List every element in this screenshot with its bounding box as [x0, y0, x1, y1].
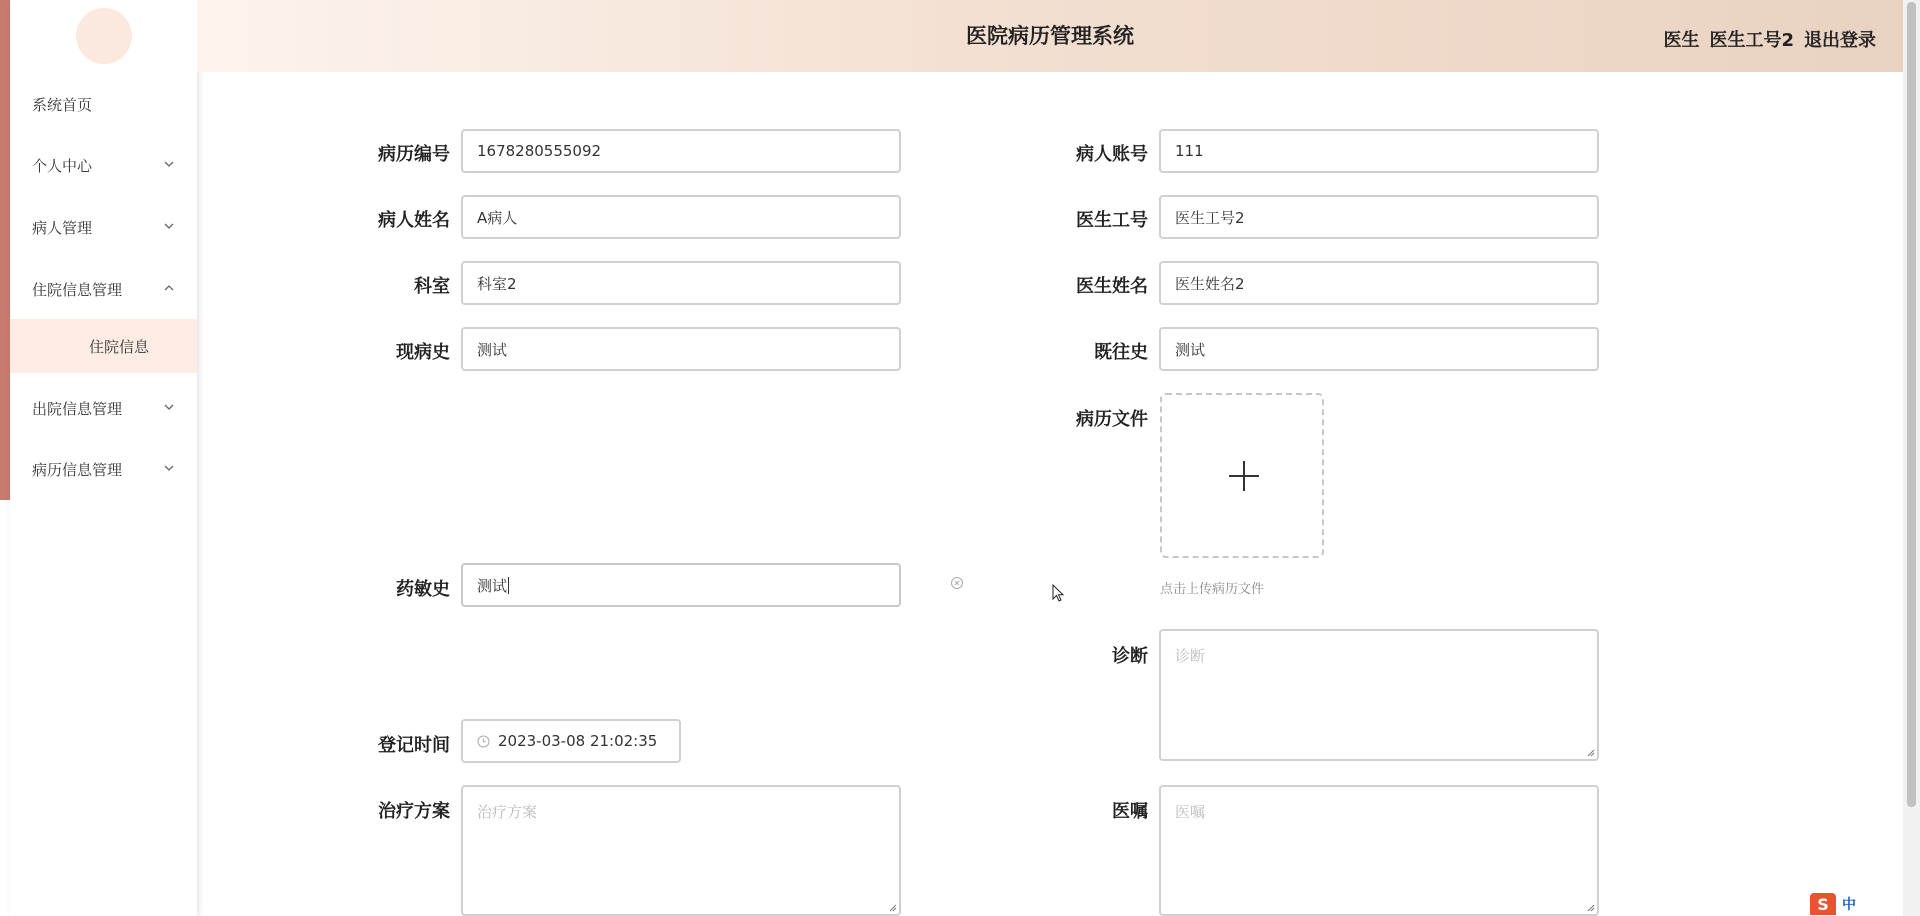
doctor-id-label: 医生工号 [1076, 210, 1148, 231]
user-role: 医生 [1663, 30, 1700, 51]
header [197, 0, 1903, 72]
sidebar-item-discharge-management[interactable] [10, 384, 197, 432]
doctor-id-input[interactable] [1159, 195, 1599, 239]
record-file-label: 病历文件 [1076, 409, 1148, 430]
patient-name-input[interactable] [461, 195, 901, 239]
sidebar-item-label: 个人中心 [32, 156, 93, 175]
past-history-label: 既往史 [1094, 342, 1148, 363]
sidebar-item-label: 病人管理 [32, 218, 93, 237]
scrollbar-thumb[interactable] [1907, 2, 1916, 807]
past-history-value: 测试 [1175, 340, 1206, 359]
text-caret [508, 577, 509, 594]
sidebar-subitem-label: 住院信息 [89, 337, 150, 356]
sidebar-subitem-inpatient-info[interactable] [10, 319, 197, 373]
chevron-down-icon [163, 462, 175, 474]
patient-account-value: 111 [1175, 142, 1204, 160]
allergy-label: 药敏史 [396, 579, 450, 600]
user-id: 医生工号2 [1709, 30, 1794, 51]
chevron-down-icon [163, 401, 175, 413]
doctor-advice-label: 医嘱 [1112, 801, 1148, 822]
logout-button[interactable]: 退出登录 [1804, 30, 1876, 51]
present-illness-label: 现病史 [396, 342, 450, 363]
treatment-plan-textarea[interactable] [461, 785, 901, 916]
register-time-label: 登记时间 [378, 735, 450, 756]
resize-handle-icon[interactable] [1585, 902, 1595, 912]
ime-indicator[interactable] [1810, 892, 1856, 916]
resize-handle-icon[interactable] [887, 902, 897, 912]
diagnosis-placeholder: 诊断 [1175, 647, 1206, 665]
register-time-value: 2023-03-08 21:02:35 [498, 732, 658, 750]
app-title: 医院病历管理系统 [966, 24, 1134, 48]
record-file-upload[interactable] [1160, 393, 1324, 558]
sidebar-item-label: 系统首页 [32, 95, 93, 114]
department-input[interactable] [461, 261, 901, 305]
clock-icon [477, 735, 490, 748]
chevron-down-icon [163, 220, 175, 232]
sidebar-accent-bar [0, 0, 10, 500]
clear-icon[interactable] [950, 576, 964, 590]
doctor-advice-textarea[interactable] [1159, 785, 1599, 916]
allergy-value: 测试 [477, 576, 508, 595]
avatar[interactable] [76, 8, 132, 64]
doctor-id-value: 医生工号2 [1175, 208, 1245, 227]
department-value: 科室2 [477, 274, 517, 293]
chevron-up-icon [163, 282, 175, 294]
ime-language: 中 [1842, 897, 1856, 913]
diagnosis-label: 诊断 [1112, 646, 1148, 667]
user-info [1663, 26, 1876, 52]
doctor-name-label: 医生姓名 [1076, 276, 1148, 297]
sidebar-item-label: 病历信息管理 [32, 460, 123, 479]
patient-account-input[interactable] [1159, 129, 1599, 173]
patient-name-label: 病人姓名 [378, 210, 450, 231]
sidebar-item-patient-management[interactable] [10, 203, 197, 251]
record-no-value: 1678280555092 [477, 142, 602, 160]
record-no-label: 病历编号 [378, 144, 450, 165]
patient-name-value: A病人 [477, 208, 518, 227]
sidebar-item-personal-center[interactable] [10, 141, 197, 189]
doctor-name-value: 医生姓名2 [1175, 274, 1245, 293]
past-history-input[interactable] [1159, 327, 1599, 371]
sidebar-item-record-management[interactable] [10, 445, 197, 493]
sidebar-item-label: 住院信息管理 [32, 280, 123, 299]
patient-account-label: 病人账号 [1076, 144, 1148, 165]
sogou-logo-icon: S [1810, 893, 1836, 915]
diagnosis-textarea[interactable] [1159, 629, 1599, 761]
doctor-advice-placeholder: 医嘱 [1175, 803, 1206, 821]
present-illness-value: 测试 [477, 340, 508, 359]
sidebar-item-home[interactable] [10, 80, 197, 128]
sidebar-item-label: 出院信息管理 [32, 399, 123, 418]
sidebar-item-inpatient-management[interactable] [10, 265, 197, 313]
sidebar [10, 0, 197, 916]
upload-tip: 点击上传病历文件 [1160, 582, 1265, 597]
mouse-cursor-icon [1052, 584, 1066, 604]
treatment-plan-label: 治疗方案 [378, 801, 450, 822]
present-illness-input[interactable] [461, 327, 901, 371]
doctor-name-input[interactable] [1159, 261, 1599, 305]
record-no-input[interactable] [461, 129, 901, 173]
chevron-down-icon [163, 158, 175, 170]
register-time-picker[interactable] [461, 719, 681, 763]
allergy-input[interactable] [461, 563, 901, 607]
department-label: 科室 [414, 276, 450, 297]
resize-handle-icon[interactable] [1585, 747, 1595, 757]
treatment-plan-placeholder: 治疗方案 [477, 803, 538, 821]
